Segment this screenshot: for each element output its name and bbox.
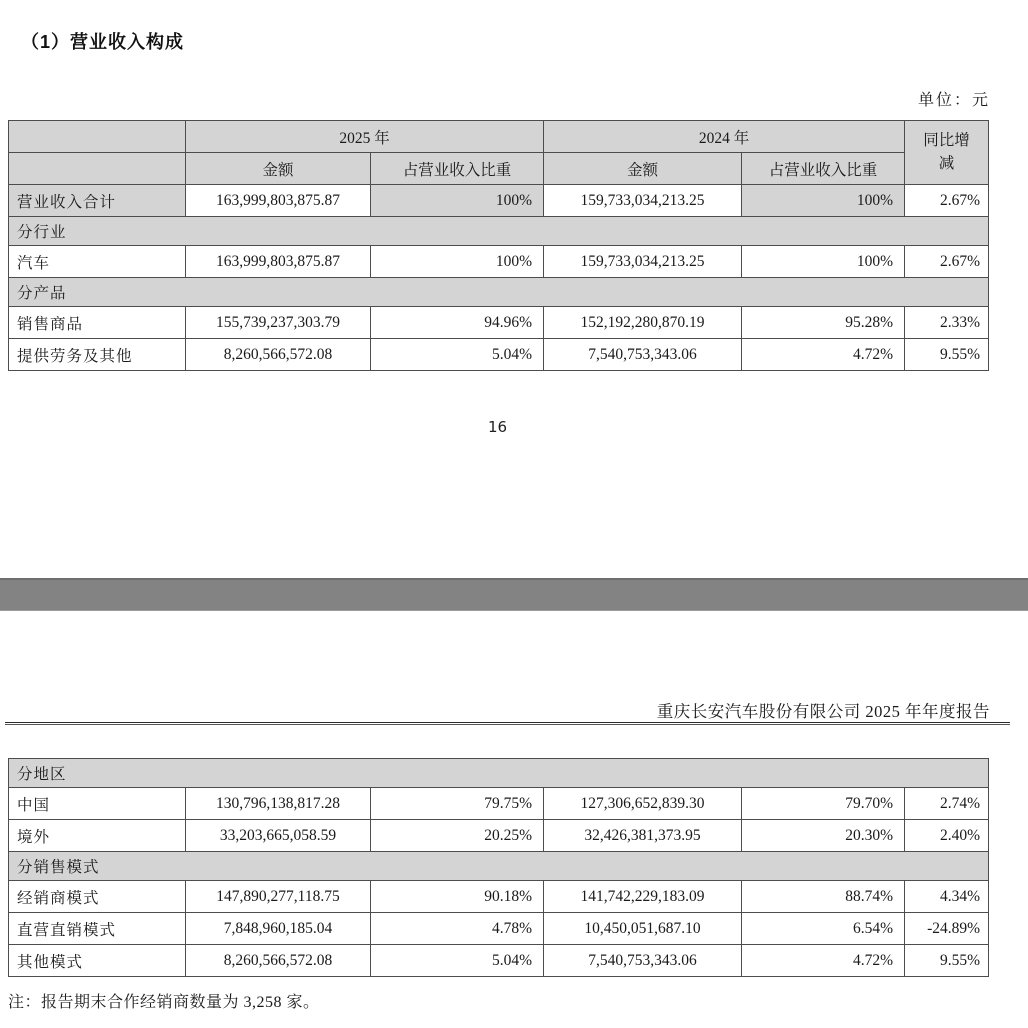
table-row xyxy=(9,788,989,820)
table-row xyxy=(9,246,989,278)
share-2025: 79.75% xyxy=(371,788,544,820)
year-header-row xyxy=(9,121,989,153)
share-2024: 95.28% xyxy=(742,307,905,339)
page-number: 16 xyxy=(488,418,508,436)
section-row xyxy=(9,217,989,246)
share-2025: 100% xyxy=(371,246,544,278)
yoy-change: 9.55% xyxy=(905,339,989,371)
amount-2024: 127,306,652,839.30 xyxy=(544,788,742,820)
year-2025-header: 2025 年 xyxy=(186,121,544,153)
share-2025-header: 占营业收入比重 xyxy=(371,153,544,185)
amount-2025: 155,739,237,303.79 xyxy=(186,307,371,339)
share-2025: 20.25% xyxy=(371,820,544,852)
share-2024: 100% xyxy=(742,246,905,278)
yoy-change: 2.40% xyxy=(905,820,989,852)
section-row xyxy=(9,852,989,881)
share-2024: 79.70% xyxy=(742,788,905,820)
yoy-change: 2.74% xyxy=(905,788,989,820)
amount-2025: 8,260,566,572.08 xyxy=(186,945,371,977)
section-label: 分行业 xyxy=(9,217,989,246)
row-label: 经销商模式 xyxy=(9,881,186,913)
table-row xyxy=(9,820,989,852)
share-2024: 4.72% xyxy=(742,945,905,977)
footnote: 注：报告期末合作经销商数量为 3,258 家。 xyxy=(8,994,320,1011)
corner-cell xyxy=(9,121,186,153)
row-label: 销售商品 xyxy=(9,307,186,339)
amount-2024: 141,742,229,183.09 xyxy=(544,881,742,913)
amount-2025: 163,999,803,875.87 xyxy=(186,246,371,278)
yoy-change: -24.89% xyxy=(905,913,989,945)
table-row xyxy=(9,881,989,913)
row-label: 中国 xyxy=(9,788,186,820)
table-row xyxy=(9,945,989,977)
yoy-change: 2.67% xyxy=(905,246,989,278)
revenue-table-page1 xyxy=(8,120,989,371)
share-2024: 20.30% xyxy=(742,820,905,852)
page-separator-bar xyxy=(0,578,1028,611)
row-label: 汽车 xyxy=(9,246,186,278)
share-2024-header: 占营业收入比重 xyxy=(742,153,905,185)
table-row xyxy=(9,185,989,217)
amount-2024: 7,540,753,343.06 xyxy=(544,945,742,977)
amount-2024: 152,192,280,870.19 xyxy=(544,307,742,339)
amount-2024: 159,733,034,213.25 xyxy=(544,185,742,217)
amount-2025: 163,999,803,875.87 xyxy=(186,185,371,217)
share-2025: 94.96% xyxy=(371,307,544,339)
unit-label: 单位：元 xyxy=(917,92,990,109)
amount-2024: 7,540,753,343.06 xyxy=(544,339,742,371)
section-title: （1）营业收入构成 xyxy=(21,32,185,52)
table-row xyxy=(9,913,989,945)
share-2024: 4.72% xyxy=(742,339,905,371)
amount-2024-header: 金额 xyxy=(544,153,742,185)
row-label: 直营直销模式 xyxy=(9,913,186,945)
amount-2025: 33,203,665,058.59 xyxy=(186,820,371,852)
row-label: 提供劳务及其他 xyxy=(9,339,186,371)
amount-2025: 7,848,960,185.04 xyxy=(186,913,371,945)
section-label: 分产品 xyxy=(9,278,989,307)
share-2025: 5.04% xyxy=(371,339,544,371)
share-2025: 90.18% xyxy=(371,881,544,913)
amount-2025-header: 金额 xyxy=(186,153,371,185)
share-2025: 100% xyxy=(371,185,544,217)
share-2024: 88.74% xyxy=(742,881,905,913)
sub-header-row xyxy=(9,153,989,185)
section-label: 分地区 xyxy=(9,759,989,788)
amount-2024: 10,450,051,687.10 xyxy=(544,913,742,945)
yoy-change: 9.55% xyxy=(905,945,989,977)
table-row xyxy=(9,339,989,371)
year-2024-header: 2024 年 xyxy=(544,121,905,153)
share-2024: 6.54% xyxy=(742,913,905,945)
empty-label-cell xyxy=(9,153,186,185)
amount-2025: 8,260,566,572.08 xyxy=(186,339,371,371)
section-row xyxy=(9,278,989,307)
share-2025: 5.04% xyxy=(371,945,544,977)
amount-2024: 32,426,381,373.95 xyxy=(544,820,742,852)
yoy-change: 4.34% xyxy=(905,881,989,913)
share-2025: 4.78% xyxy=(371,913,544,945)
share-2024: 100% xyxy=(742,185,905,217)
row-label: 营业收入合计 xyxy=(9,185,186,217)
row-label: 境外 xyxy=(9,820,186,852)
section-row xyxy=(9,759,989,788)
amount-2025: 130,796,138,817.28 xyxy=(186,788,371,820)
section-label: 分销售模式 xyxy=(9,852,989,881)
report-header: 重庆长安汽车股份有限公司 2025 年年度报告 xyxy=(656,702,990,721)
row-label: 其他模式 xyxy=(9,945,186,977)
amount-2025: 147,890,277,118.75 xyxy=(186,881,371,913)
yoy-change: 2.67% xyxy=(905,185,989,217)
yoy-change: 2.33% xyxy=(905,307,989,339)
amount-2024: 159,733,034,213.25 xyxy=(544,246,742,278)
table-row xyxy=(9,307,989,339)
revenue-table-page2 xyxy=(8,758,989,977)
yoy-change-header: 同比增减 xyxy=(905,121,989,185)
header-rule xyxy=(5,722,1010,725)
